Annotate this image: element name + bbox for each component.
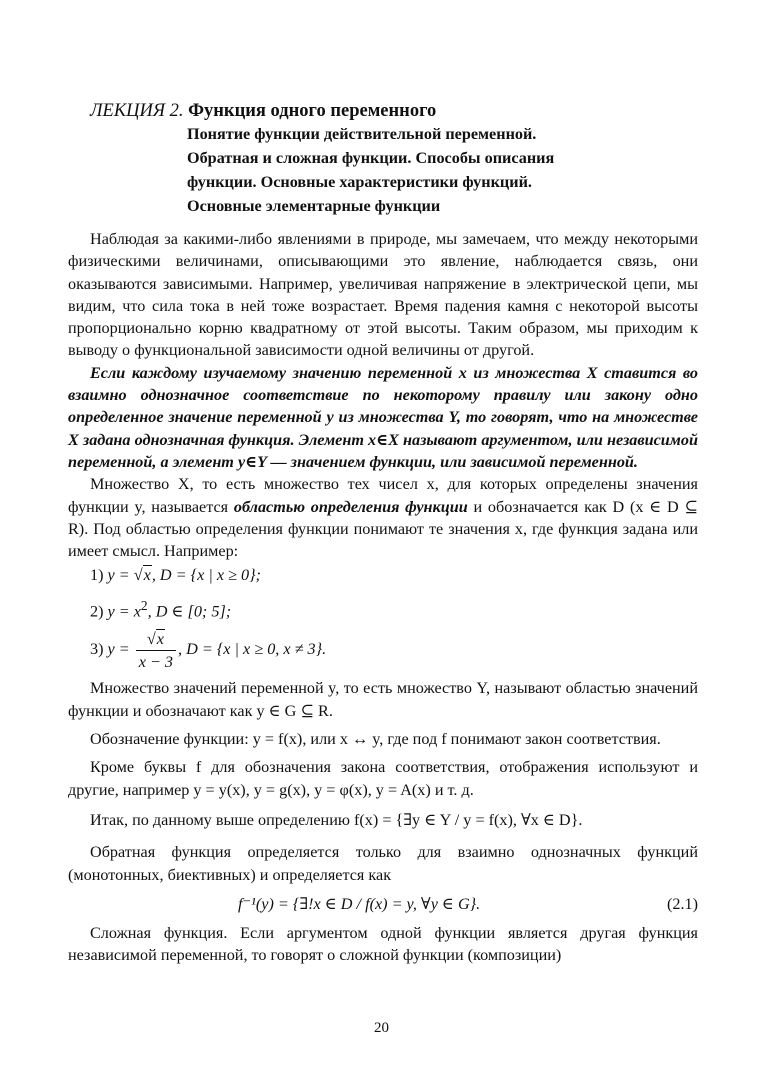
subtitle-line: Понятие функции действительной переменной. xyxy=(187,125,537,143)
range-paragraph: Множество значений переменной y, то есть множество Y, называют областью значений функции и обозначают как y ∈ G ⊆ R. xyxy=(68,679,698,720)
lecture-number: ЛЕКЦИЯ 2. xyxy=(90,101,184,121)
notation-paragraph: Обозначение функции: y = f(x), или x ↔ y, где под f понимают закон соответствия. xyxy=(90,730,661,749)
example-3: 3) y = $\frac{√x}{x - 3}$ , D = {x | x ≥ 0, x ≠ 3}. xyxy=(90,630,327,672)
subtitle-line: Основные элементарные функции xyxy=(187,197,441,215)
domain-term: областью определения функции xyxy=(233,497,468,516)
equation-formula: f⁻¹(y) = {∃!x ∈ D / f(x) = y, ∀y ∈ G}. xyxy=(238,894,481,913)
intro-paragraph: Наблюдая за какими-либо явлениями в природе, мы замечаем, что между некоторыми физическими величинами, описывающими это явление, наблюдается связь, они оказываются зависимыми. Например, увеличивая напряжение в электрической цепи, мы видим, что сила тока в ней тоже возрастает. Время падения камня с некоторой высоты пропорционально корню квадратному от этой высоты. Таким образом, мы приходим к выводу о функциональной зависимости одной величины от другой. xyxy=(68,230,698,360)
lecture-heading xyxy=(90,100,554,218)
example-1: 1) y = √x, D = {x | x ≥ 0}; xyxy=(90,566,261,585)
definition-paragraph: Если каждому изучаемому значению переменной x из множества X ставится во взаимно однозначное соответствие по некоторому правилу или закону одно определенное значение переменной y из множества Y, то говорят, что на множестве X задана однозначная функция. Элемент x∈X называют аргументом, или независимой переменной, а элемент y∈Y — значением функции, или зависимой переменной. xyxy=(68,363,698,471)
body-text xyxy=(68,228,698,966)
fraction: $\frac{√x}{x - 3}$ xyxy=(136,628,176,673)
domain-text-before: Множество X, то есть множество тех чисел x, для которых определены значения функции y, называется xyxy=(68,475,698,516)
composite-paragraph: Сложная функция. Если аргументом одной функции является другая функция независимой переменной, то говорят о сложной функции (композиции) xyxy=(68,923,698,965)
equation-number: (2.1) xyxy=(666,894,698,913)
subtitle-line: функции. Основные характеристики функций. xyxy=(187,173,532,191)
heading-title-line xyxy=(90,100,554,122)
equation-2-1 xyxy=(68,890,698,918)
inverse-paragraph: Обратная функция определяется только для взаимно однозначных функций (монотонных, биективных) и определяется как xyxy=(68,843,698,884)
page-number: 20 xyxy=(374,1020,389,1036)
subtitle-line: Обратная и сложная функции. Способы описания xyxy=(187,149,555,167)
domain-text-after: и обозначается как D (x ∈ D ⊆ R). Под областью определения функции понимают те значения x, где функция задана или имеет смысл. Например: xyxy=(68,497,698,561)
example-2: 2) $y = x^2$, D ∈ [0; 5]; xyxy=(90,597,232,621)
summary-paragraph: Итак, по данному выше определению f(x) = {∃y ∈ Y / y = f(x), ∀x ∈ D}. xyxy=(90,810,583,829)
lecture-title: Функция одного переменного xyxy=(188,101,437,121)
others-paragraph: Кроме буквы f для обозначения закона соответствия, отображения используют и другие, например y = y(x), y = g(x), y = φ(x), y = A(x) и т. д. xyxy=(68,758,698,799)
domain-paragraph xyxy=(68,473,698,562)
